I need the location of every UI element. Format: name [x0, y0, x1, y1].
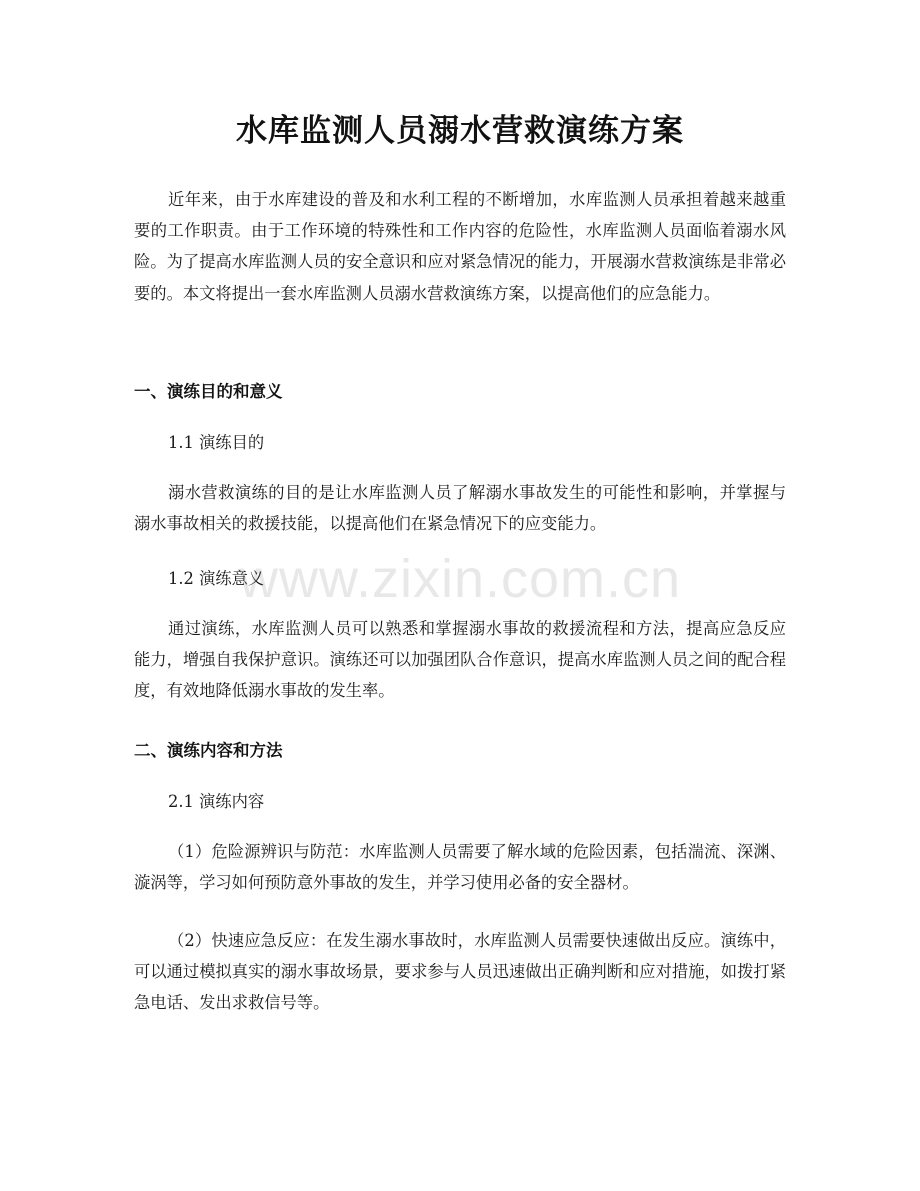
- list-item-2: （2）快速应急反应：在发生溺水事故时，水库监测人员需要快速做出反应。演练中，可以通过模拟真实的溺水事故场景，要求参与人员迅速做出正确判断和应对措施，如拨打紧急电话、发出求救信号等。: [134, 931, 786, 1013]
- section-1-1-paragraph: 溺水营救演练的目的是让水库监测人员了解溺水事故发生的可能性和影响，并掌握与溺水事故相关的救援技能，以提高他们在紧急情况下的应变能力。: [134, 483, 786, 534]
- section-1-heading: 一、演练目的和意义: [134, 382, 283, 401]
- section-1-1-heading: 1.1 演练目的: [168, 433, 265, 452]
- section-2-heading: 二、演练内容和方法: [134, 741, 283, 760]
- document-title: 水库监测人员溺水营救演练方案: [236, 113, 684, 149]
- intro-paragraph: 近年来，由于水库建设的普及和水利工程的不断增加，水库监测人员承担着越来越重要的工作职责。由于工作环境的特殊性和工作内容的危险性，水库监测人员面临着溺水风险。为了提高水库监测人员的安全意识和应对紧急情况的能力，开展溺水营救演练是非常必要的。本文将提出一套水库监测人员溺水营救演练方案，以提高他们的应急能力。: [134, 190, 786, 303]
- section-1-2-heading: 1.2 演练意义: [168, 569, 265, 588]
- watermark: www.zixin.com.cn: [238, 549, 682, 609]
- list-item-1: （1）危险源辨识与防范：水库监测人员需要了解水域的危险因素，包括湍流、深渊、漩涡等，学习如何预防意外事故的发生，并学习使用必备的安全器材。: [134, 842, 786, 893]
- section-1-2-paragraph: 通过演练，水库监测人员可以熟悉和掌握溺水事故的救援流程和方法，提高应急反应能力，增强自我保护意识。演练还可以加强团队合作意识，提高水库监测人员之间的配合程度，有效地降低溺水事故的发生率。: [134, 619, 786, 701]
- section-2-1-heading: 2.1 演练内容: [168, 792, 265, 811]
